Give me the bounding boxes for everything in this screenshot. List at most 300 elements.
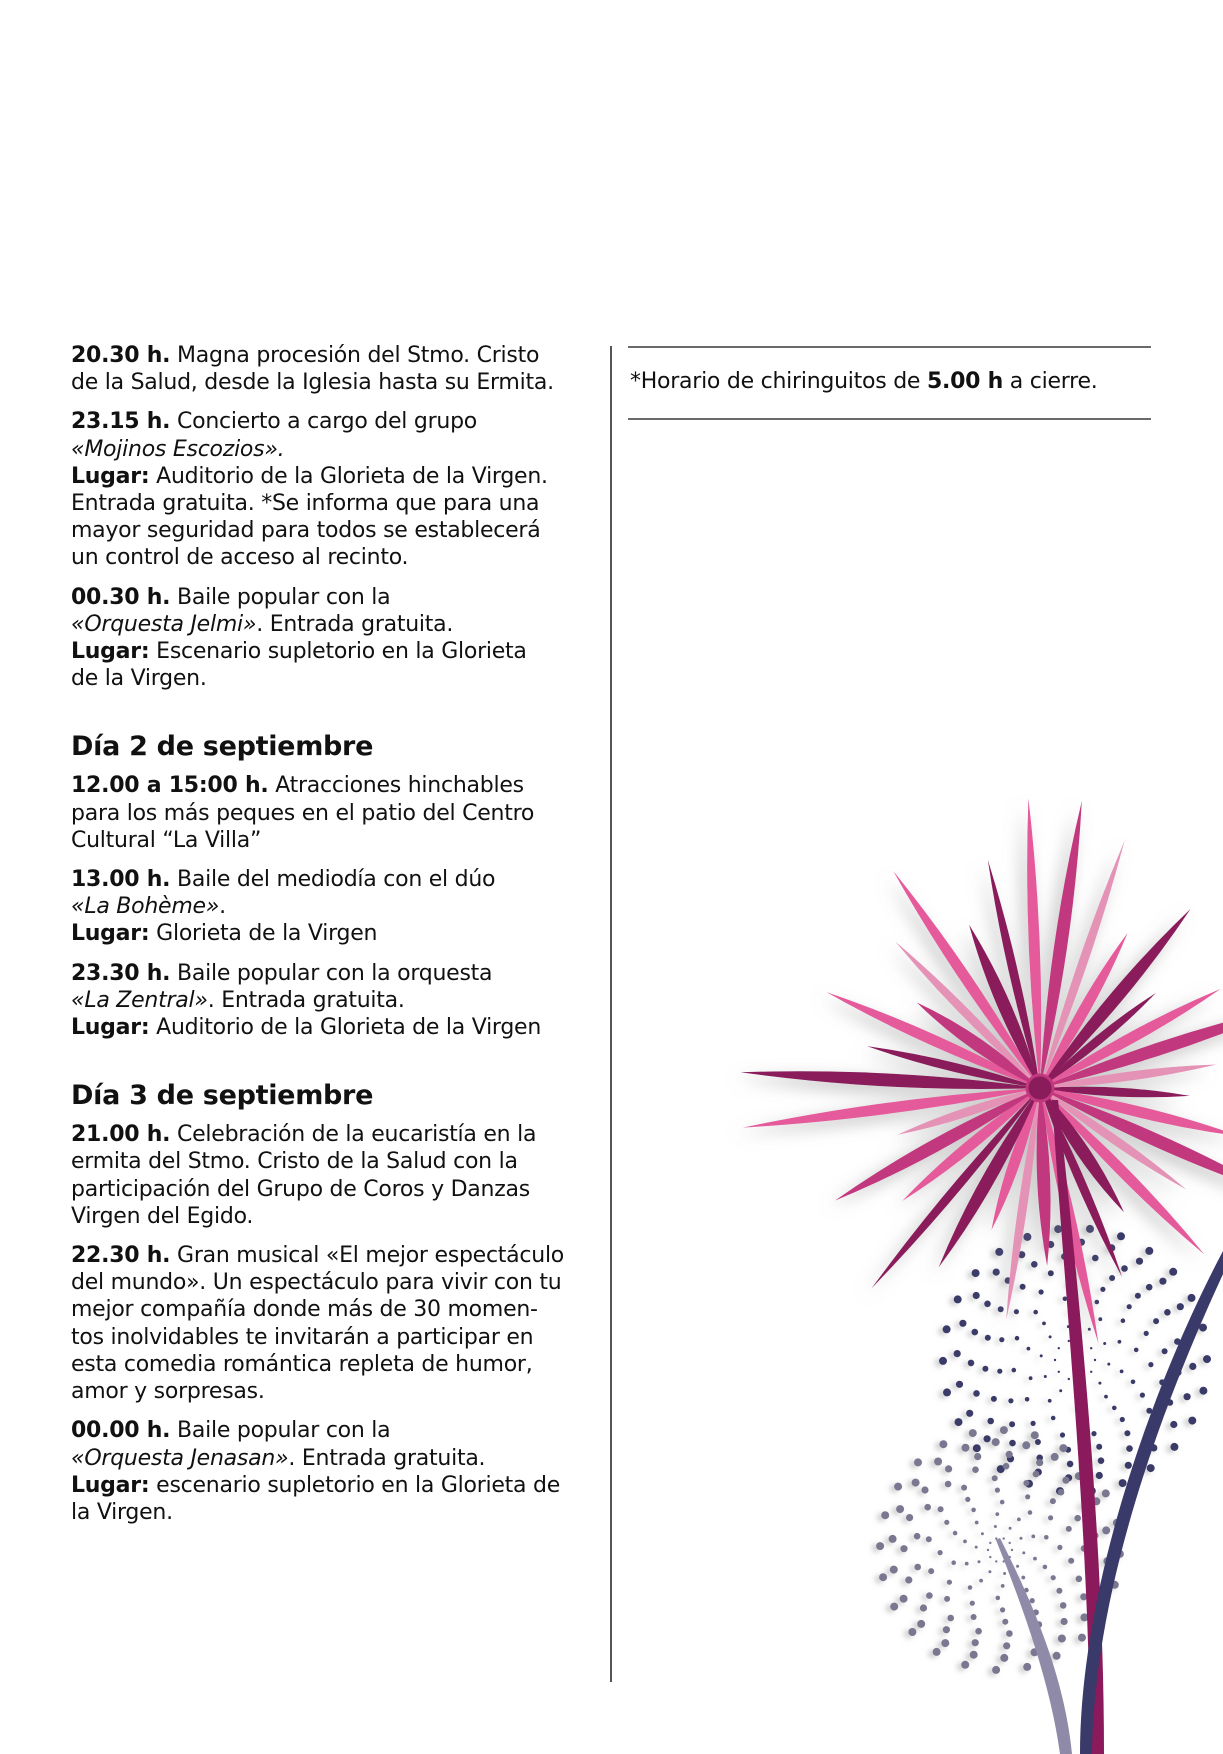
burst-dot (959, 1320, 966, 1327)
burst-dot (970, 1601, 975, 1606)
burst-dot (1028, 1510, 1033, 1515)
burst-dot (1044, 1375, 1047, 1378)
performer-name: «Orquesta Jenasan» (71, 1445, 289, 1471)
place-text: la Virgen. (71, 1499, 173, 1525)
burst-dot (961, 1661, 969, 1669)
burst-dot (1159, 1278, 1166, 1285)
burst-dot (1068, 1340, 1070, 1342)
burst-dot (1027, 1347, 1031, 1351)
burst-dot (988, 1570, 991, 1573)
event-text: Concierto a cargo del grupo (170, 409, 478, 435)
event-text: . Entrada gratuita. (256, 611, 454, 637)
event-item (71, 584, 611, 693)
burst-dot (1068, 1378, 1070, 1380)
side-note-prefix: *Horario de chiringuitos de (630, 369, 927, 394)
burst-dot (1017, 1518, 1021, 1522)
burst-dot (876, 1542, 884, 1550)
burst-dot (961, 1485, 967, 1491)
place-label: Lugar: (71, 1472, 150, 1498)
burst-dot (992, 1475, 998, 1481)
burst-dot (965, 1562, 969, 1566)
burst-dot (979, 1579, 983, 1583)
burst-dot (1107, 1363, 1110, 1366)
event-text: Baile del mediodía con el dúo (170, 867, 496, 893)
burst-dot (1147, 1464, 1155, 1472)
burst-dot (1012, 1368, 1017, 1373)
burst-dot (993, 1269, 1000, 1276)
burst-dot (1031, 1431, 1039, 1439)
flower-center (1027, 1075, 1053, 1101)
burst-dot (1112, 1406, 1117, 1411)
burst-dot (1056, 1588, 1062, 1594)
burst-dot (917, 1620, 925, 1628)
event-text: de la Salud, desde la Iglesia hasta su Ermita. (71, 370, 554, 396)
burst-dot (1118, 1340, 1122, 1344)
burst-dot (966, 1410, 973, 1417)
burst-dot (1033, 1471, 1040, 1478)
burst-dot (1091, 1431, 1096, 1436)
burst-dot (1051, 1416, 1056, 1421)
burst-dot (975, 1628, 982, 1635)
burst-dot (943, 1325, 951, 1333)
place-text: Auditorio de la Glorieta de la Virgen (149, 1015, 542, 1041)
burst-dot (1015, 1336, 1020, 1341)
burst-dot (896, 1505, 904, 1513)
event-text: Celebración de la eucaristía en la (170, 1122, 537, 1148)
burst-dot (1006, 1630, 1013, 1637)
flower-petals (740, 798, 1223, 1345)
burst-dot (1054, 1225, 1062, 1233)
burst-dot (1170, 1421, 1177, 1428)
burst-dot (1031, 1261, 1038, 1268)
burst-dot (1098, 1457, 1105, 1464)
burst-dot (933, 1648, 941, 1656)
burst-dot (970, 1651, 978, 1659)
burst-dot (992, 1666, 1000, 1674)
burst-dot (914, 1564, 921, 1571)
burst-dot (1048, 1399, 1052, 1403)
event-text: mejor compañía donde más de 30 momen- (71, 1297, 538, 1323)
burst-dot (973, 1292, 980, 1299)
burst-dot (1120, 1417, 1125, 1422)
burst-dot (1043, 1565, 1048, 1570)
event-text: ermita del Stmo. Cristo de la Salud con la (71, 1149, 518, 1175)
burst-dot (1033, 1557, 1037, 1561)
burst-dot (920, 1604, 927, 1611)
event-time: 21.00 h. (71, 1122, 171, 1148)
burst-dot (975, 1521, 979, 1525)
burst-dot (1044, 1535, 1049, 1540)
burst-dot (1120, 1370, 1124, 1374)
side-note-suffix: a cierre. (1003, 369, 1098, 394)
column-divider (610, 346, 612, 1682)
burst-dot (1051, 1453, 1059, 1461)
burst-dot (1109, 1275, 1115, 1281)
burst-dot (973, 1444, 981, 1452)
burst-dot (941, 1639, 949, 1647)
burst-dot (1169, 1268, 1177, 1276)
burst-dot (1095, 1300, 1100, 1305)
burst-dot (985, 1335, 991, 1341)
event-text: Gran musical «El mejor espectáculo (170, 1243, 565, 1269)
event-text: del mundo». Un espectáculo para vivir con tu (71, 1270, 562, 1296)
event-time: 23.30 h. (71, 960, 171, 986)
burst-dot (1050, 1498, 1056, 1504)
burst-dot (1051, 1575, 1056, 1580)
place-text: Escenario supletorio en la Glorieta (149, 639, 527, 665)
place-text: escenario supletorio en la Glorieta de (149, 1472, 561, 1498)
side-note (630, 368, 1098, 396)
burst-dot (947, 1580, 952, 1585)
burst-dot (1040, 1354, 1043, 1357)
burst-dot (1068, 1558, 1074, 1564)
burst-dot (1199, 1387, 1207, 1395)
event-note: mayor seguridad para todos se establecerá (71, 518, 541, 544)
burst-dot (989, 1542, 991, 1544)
burst-dot (962, 1444, 970, 1452)
burst-dot (1100, 1287, 1105, 1292)
burst-dot (1023, 1233, 1031, 1241)
event-item (71, 1242, 611, 1405)
burst-dot (1035, 1439, 1041, 1445)
burst-dot (1102, 1526, 1110, 1534)
burst-dot (1188, 1417, 1196, 1425)
burst-dot (1000, 1607, 1005, 1612)
burst-dot (1104, 1395, 1108, 1399)
event-time: 12.00 a 15:00 h. (71, 773, 269, 799)
burst-dot (1000, 1426, 1008, 1434)
burst-dot (1121, 1265, 1128, 1272)
performer-name: «La Zentral» (71, 987, 208, 1013)
burst-dot (945, 1465, 952, 1472)
event-text: para los más peques en el patio del Centro (71, 800, 535, 826)
burst-dot (914, 1533, 921, 1540)
burst-dot (1164, 1309, 1171, 1316)
place-text: de la Virgen. (71, 666, 207, 692)
burst-dot (921, 1486, 928, 1493)
burst-dot (1162, 1348, 1168, 1354)
burst-dot (1016, 1565, 1019, 1568)
burst-dot (1048, 1270, 1054, 1276)
place-label: Lugar: (71, 921, 150, 947)
burst-dot (1148, 1362, 1153, 1367)
burst-dot (914, 1458, 922, 1466)
burst-dot (1022, 1441, 1030, 1449)
burst-dot (1136, 1258, 1143, 1265)
burst-dot (963, 1540, 967, 1544)
burst-dot (955, 1418, 963, 1426)
burst-dot (939, 1357, 947, 1365)
burst-dot (1048, 1515, 1053, 1520)
burst-dot (912, 1479, 920, 1487)
event-text: . (219, 894, 226, 920)
burst-dot (998, 1306, 1004, 1312)
event-item (71, 960, 611, 1042)
burst-dot (943, 1388, 951, 1396)
burst-dot (1014, 1309, 1019, 1314)
event-item (71, 342, 611, 396)
burst-dot (968, 1360, 975, 1367)
burst-dot (945, 1481, 952, 1488)
burst-dot (890, 1566, 898, 1574)
event-time: 23.15 h. (71, 409, 171, 435)
burst-dot (1124, 1430, 1130, 1436)
burst-dot (926, 1592, 933, 1599)
event-item (71, 772, 611, 854)
burst-dot (978, 1560, 981, 1563)
burst-dot (1022, 1551, 1025, 1554)
burst-dot (1058, 1489, 1065, 1496)
burst-dot (987, 1549, 989, 1551)
burst-dot (1131, 1380, 1136, 1385)
burst-dot (1049, 1335, 1052, 1338)
event-text: tos inolvidables te invitarán a participar en (71, 1324, 534, 1350)
burst-dot (1003, 1572, 1006, 1575)
burst-dot (1076, 1576, 1083, 1583)
event-note: Entrada gratuita. *Se informa que para una (71, 491, 540, 517)
burst-dot (989, 1556, 991, 1558)
burst-dot (906, 1514, 913, 1521)
burst-dot (1153, 1318, 1159, 1324)
burst-dot (1059, 1444, 1067, 1452)
burst-dot (1088, 1328, 1091, 1331)
burst-dot (1058, 1371, 1060, 1373)
side-note-time: 5.00 h (926, 369, 1004, 394)
burst-dot (1119, 1479, 1127, 1487)
burst-dot (1000, 1500, 1005, 1505)
event-item (71, 408, 611, 571)
event-time: 00.30 h. (71, 584, 171, 610)
event-item (71, 1121, 611, 1230)
burst-dot (1042, 1322, 1046, 1326)
burst-dot (1009, 1542, 1011, 1544)
burst-dot (1060, 1432, 1065, 1437)
burst-dot (928, 1568, 934, 1574)
day-3-section (71, 1079, 611, 1526)
burst-dot (1000, 1654, 1008, 1662)
burst-dot (900, 1545, 907, 1552)
burst-dot (995, 1560, 997, 1562)
burst-dot (1092, 1255, 1099, 1262)
place-label: Lugar: (71, 463, 150, 489)
burst-dot (1145, 1247, 1153, 1255)
burst-dot (1096, 1472, 1103, 1479)
event-text: Cultural “La Villa” (71, 827, 262, 853)
burst-dot (881, 1511, 889, 1519)
burst-dot (1006, 1451, 1013, 1458)
burst-dot (1008, 1398, 1013, 1403)
burst-dot (1121, 1318, 1126, 1323)
burst-dot (1011, 1549, 1013, 1551)
event-text: . Entrada gratuita. (288, 1445, 486, 1471)
dotted-burst (876, 1225, 1211, 1674)
burst-dot (944, 1596, 950, 1602)
burst-dot (1031, 1421, 1036, 1426)
burst-dot (1054, 1359, 1056, 1361)
burst-dot (1060, 1602, 1067, 1609)
burst-dot (1002, 1619, 1008, 1625)
burst-dot (1188, 1294, 1196, 1302)
burst-dot (995, 1512, 999, 1516)
burst-dot (1062, 1477, 1069, 1484)
burst-dot (968, 1585, 973, 1590)
burst-dot (975, 1546, 978, 1549)
burst-dot (956, 1381, 963, 1388)
event-text: participación del Grupo de Coros y Danzas (71, 1176, 530, 1202)
burst-dot (924, 1504, 931, 1511)
burst-dot (1020, 1284, 1026, 1290)
burst-dot (1023, 1663, 1031, 1671)
burst-dot (1086, 1225, 1094, 1233)
burst-dot (1025, 1397, 1030, 1402)
burst-dot (1098, 1382, 1101, 1385)
burst-dot (1096, 1444, 1102, 1450)
burst-dot (981, 1532, 984, 1535)
burst-dot (996, 1596, 1001, 1601)
burst-dot (992, 1438, 1000, 1446)
burst-dot (997, 1369, 1002, 1374)
event-text: . Entrada gratuita. (207, 987, 405, 1013)
burst-dot (1098, 1317, 1102, 1321)
place-label: Lugar: (71, 1015, 150, 1041)
burst-dot (905, 1576, 912, 1583)
burst-dot (953, 1531, 958, 1536)
burst-dot (1009, 1440, 1016, 1447)
burst-dot (1203, 1355, 1211, 1363)
firework-flower-illustration (680, 740, 1223, 1754)
burst-dot (1001, 1584, 1005, 1588)
burst-dot (1146, 1284, 1153, 1291)
burst-dot (926, 1536, 932, 1542)
burst-dot (973, 1390, 980, 1397)
burst-dot (890, 1603, 898, 1611)
burst-dot (894, 1483, 902, 1491)
burst-dot (1033, 1310, 1038, 1315)
place-text: Glorieta de la Virgen (149, 921, 378, 947)
burst-dot (1170, 1443, 1178, 1451)
event-note: un control de acceso al recinto. (71, 545, 409, 571)
burst-dot (1021, 1576, 1025, 1580)
burst-dot (1177, 1303, 1184, 1310)
burst-dot (1031, 1535, 1035, 1539)
burst-dot (1134, 1348, 1139, 1353)
performer-name: «Orquesta Jelmi» (71, 611, 257, 637)
place-text: Auditorio de la Glorieta de la Virgen. (149, 463, 548, 489)
burst-dot (1003, 1463, 1010, 1470)
burst-dot (1094, 1359, 1096, 1361)
event-time: 22.30 h. (71, 1243, 171, 1269)
burst-dot (1140, 1393, 1145, 1398)
event-text: Magna procesión del Stmo. Cristo (170, 343, 540, 368)
burst-dot (972, 1329, 979, 1336)
burst-dot (995, 1248, 1003, 1256)
burst-dot (1029, 1376, 1033, 1380)
burst-dot (1103, 1342, 1106, 1345)
event-text: amor y sorpresas. (71, 1379, 265, 1405)
burst-dot (1117, 1232, 1125, 1240)
burst-dot (1030, 1598, 1035, 1603)
burst-dot (982, 1366, 988, 1372)
burst-dot (987, 1418, 994, 1425)
day-heading: Día 3 de septiembre (71, 1080, 374, 1112)
burst-dot (984, 1435, 991, 1442)
burst-dot (1135, 1293, 1141, 1299)
event-text: esta comedia romántica repleta de humor, (71, 1351, 533, 1377)
burst-dot (995, 1488, 1000, 1493)
burst-dot (1189, 1363, 1196, 1370)
burst-dot (984, 1301, 991, 1308)
burst-dot (972, 1269, 980, 1277)
burst-dot (1003, 1537, 1005, 1539)
burst-dot (1184, 1393, 1191, 1400)
side-note-box (628, 346, 1151, 420)
burst-dot (1067, 1461, 1074, 1468)
burst-dot (1125, 1462, 1132, 1469)
event-text: Baile popular con la (170, 584, 391, 610)
burst-dot (1020, 1537, 1023, 1540)
burst-dot (951, 1560, 956, 1565)
event-time: 00.00 h. (71, 1418, 171, 1444)
burst-dot (943, 1626, 950, 1633)
burst-dot (1126, 1445, 1133, 1452)
burst-dot (1102, 1489, 1110, 1497)
flower-stems (996, 1100, 1223, 1754)
burst-dot (938, 1550, 943, 1555)
day-2-section (71, 730, 611, 1041)
day-heading: Día 2 de septiembre (71, 731, 374, 763)
burst-dot (1058, 1347, 1060, 1349)
burst-dot (944, 1520, 949, 1525)
burst-dot (969, 1429, 977, 1437)
program-column (71, 342, 611, 1538)
burst-dot (954, 1350, 961, 1357)
burst-dot (1059, 1389, 1062, 1392)
place-label: Lugar: (71, 639, 150, 665)
burst-dot (1074, 1515, 1081, 1522)
event-text: Baile popular con la orquesta (170, 960, 493, 986)
burst-dot (900, 1595, 908, 1603)
burst-dot (999, 1337, 1004, 1342)
burst-dot (1127, 1304, 1132, 1309)
burst-dot (889, 1535, 897, 1543)
burst-dot (1023, 1480, 1029, 1486)
burst-dot (1009, 1421, 1015, 1427)
burst-dot (994, 1525, 997, 1528)
event-text: Baile popular con la (170, 1418, 391, 1444)
event-text: Virgen del Egido. (71, 1203, 254, 1229)
burst-dot (991, 1396, 997, 1402)
burst-dot (1144, 1331, 1149, 1336)
burst-dot (974, 1453, 981, 1460)
performer-name: «La Bohème» (71, 894, 220, 920)
event-time: 13.00 h. (71, 867, 171, 893)
burst-dot (1058, 1635, 1066, 1643)
event-text: Atracciones hinchables (268, 773, 524, 799)
event-time: 20.30 h. (71, 343, 171, 368)
burst-dot (971, 1508, 976, 1513)
performer-name: «Mojinos Escozios». (71, 436, 285, 462)
burst-dot (939, 1440, 947, 1448)
burst-dot (1053, 1652, 1061, 1660)
burst-dot (971, 1614, 977, 1620)
burst-dot (934, 1458, 942, 1466)
burst-dot (938, 1506, 944, 1512)
event-item (71, 866, 611, 948)
event-item (71, 1417, 611, 1526)
burst-dot (972, 1466, 979, 1473)
burst-dot (1057, 1545, 1062, 1550)
burst-dot (879, 1573, 887, 1581)
